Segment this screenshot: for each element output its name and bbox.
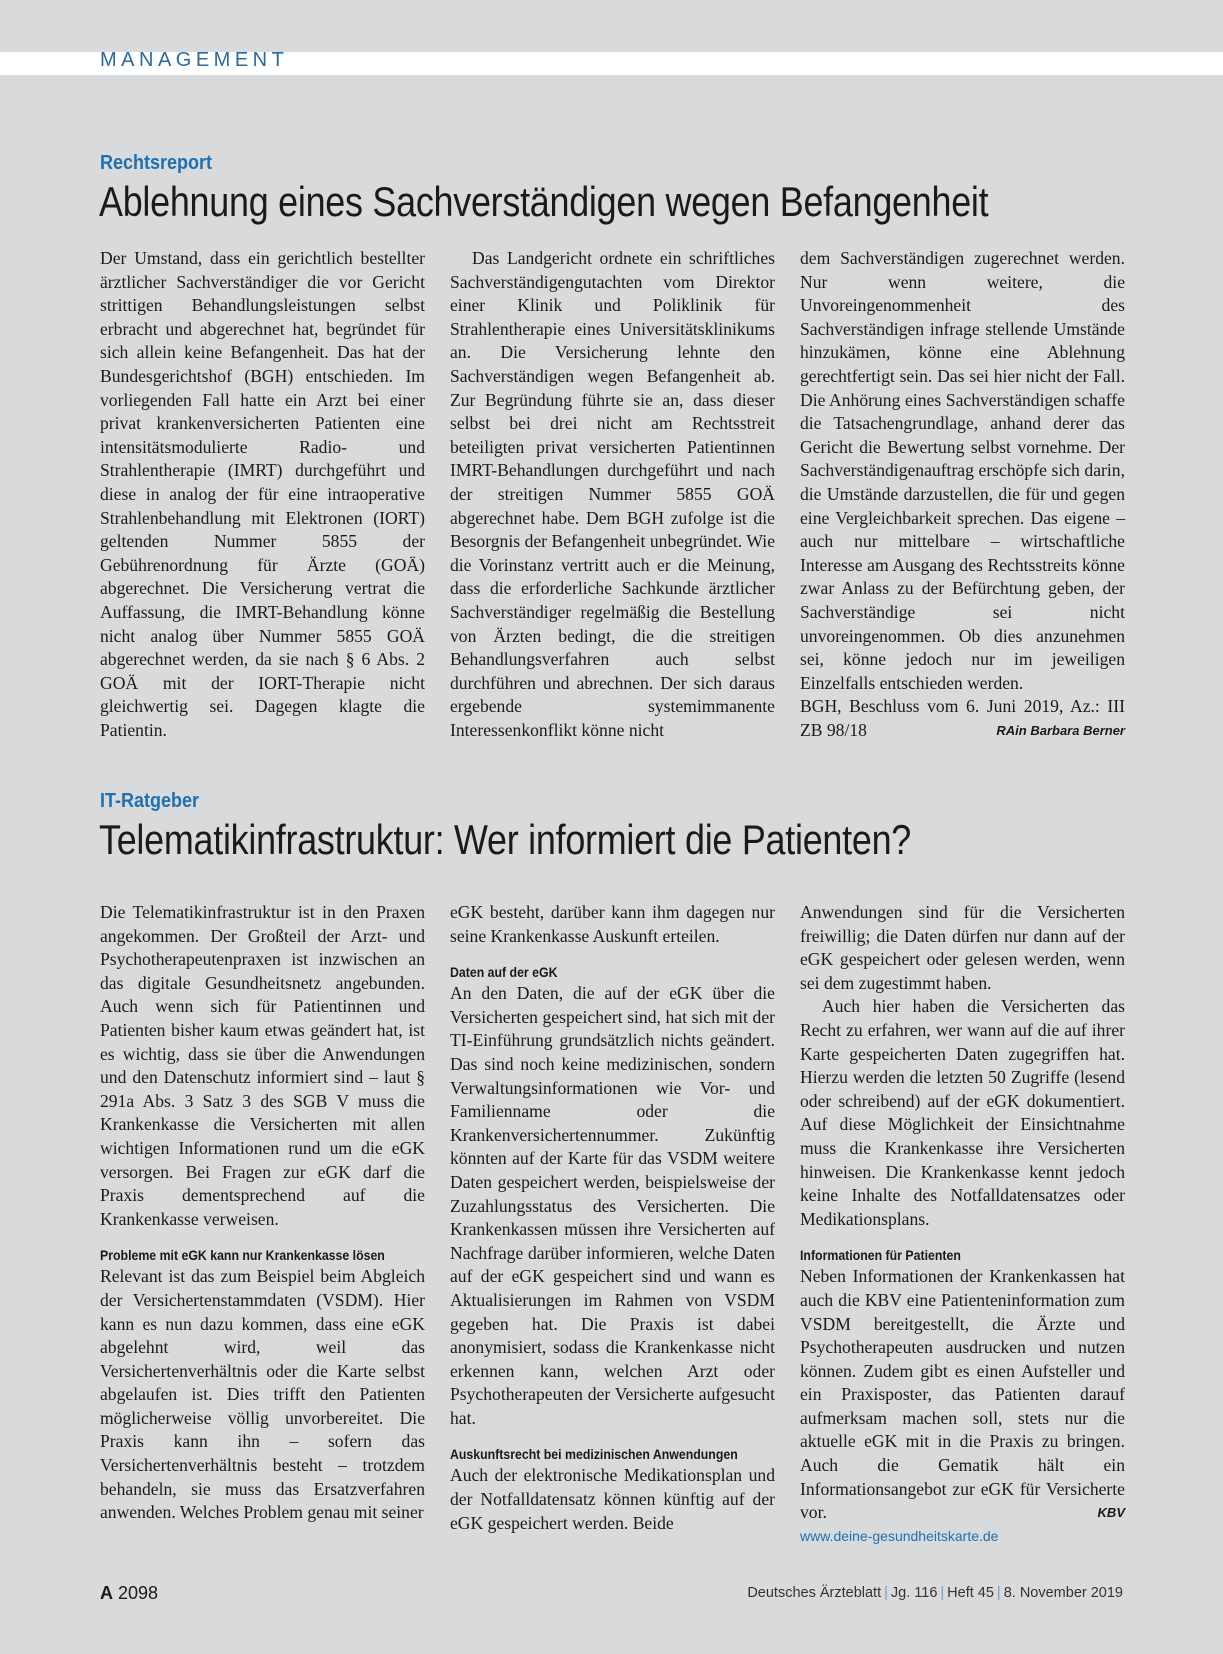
article2-paragraph: Die Telematikinfrastruktur ist in den Praxen angekommen. Der Großteil der Arzt- und Psychotherapeutenpraxen ist inzwischen an das digitale Gesundheitsnetz angebunden. Auch wenn sich für Patientinnen und Patienten bisher kaum etwas geändert hat, ist es wichtig, dass sie über die Anwendungen und den Datenschutz informiert sind – laut § 291a Abs. 3 Satz 3 des SGB V muss die Krankenkasse die Versicherten mit allen wichtigen Informationen rund um die eGK versorgen. Bei Fragen zur eGK darf die Praxis dementsprechend auf die Krankenkasse verweisen.: [100, 902, 425, 1229]
article2-paragraph-last: [800, 1265, 1125, 1525]
article2-paragraph: Auch hier haben die Versicherten das Recht zu erfahren, wer wann auf die auf ihrer Karte gespeicherten Daten zugegriffen hat. Hierzu werden die letzten 50 Zugriffe (lesend oder schreibend) auf der eGK dokumentiert. Auf diese Möglichkeit der Einsichtnahme muss die Krankenkasse ihre Versicherten hinweisen. Die Krankenkasse kennt jedoch keine Inhalte des Notfalldatensatzes oder Medikationsplans.: [800, 996, 1125, 1229]
article2-column-1: [100, 901, 425, 1525]
article2-kicker: IT-Ratgeber: [100, 790, 200, 812]
article2-subheading: Auskunftsrecht bei medizinischen Anwendungen: [450, 1446, 738, 1463]
article2-paragraph: Neben Informationen der Krankenkassen hat auch die KBV eine Patienteninformation zum VSDM bereitgestellt, die Ärzte und Psychotherapeuten ausdrucken und nutzen können. Zudem gibt es einen Aufsteller und ein Praxisposter, das Patienten darauf aufmerksam machen soll, stets nur die aktuelle eGK mit in die Praxis zu bringen. Auch die Gematik hält ein Informationsangebot zur eGK für Versicherte vor.: [800, 1266, 1125, 1523]
article2-paragraph: eGK besteht, darüber kann ihm dagegen nur seine Krankenkasse Auskunft erteilen.: [450, 902, 775, 946]
footer-separator: |: [884, 1585, 888, 1601]
top-margin: [0, 0, 1223, 52]
page-number-value: 2098: [118, 1583, 159, 1603]
journal-date: 8. November 2019: [1003, 1585, 1123, 1601]
article1-citation: BGH, Beschluss vom 6. Juni 2019, Az.: III ZB 98/18: [800, 696, 1125, 740]
section-label: MANAGEMENT: [100, 49, 289, 71]
article2-paragraph: Auch der elektronische Medikationsplan und der Notfalldatensatz können künftig auf der eGK gespeichert werden. Beide: [450, 1465, 775, 1533]
article2-column-2: [450, 901, 775, 1535]
article1-author: RAin Barbara Berner: [996, 722, 1125, 738]
page-prefix: A: [100, 1583, 113, 1603]
journal-volume: Jg. 116: [890, 1585, 938, 1601]
article2-link[interactable]: www.deine-gesundheitskarte.de: [800, 1527, 999, 1544]
article2-column-3: [800, 901, 1125, 1547]
article1-column-1: [100, 247, 425, 742]
footer-journal-info: [747, 1585, 1123, 1601]
page-number: [100, 1583, 158, 1604]
article2-title: Telematikinfrastruktur: Wer informiert die Patienten?: [99, 816, 912, 863]
article2-paragraph: An den Daten, die auf der eGK über die Versicherten gespeichert sind, hat sich mit der TI-Einführung grundsätzlich nichts geändert. Das sind noch keine medizinischen, sondern Verwaltungsinformationen wie Vor- und Familienname oder die Krankenversichertennummer. Zukünftig könnten auf der Karte für das VSDM weitere Daten gespeichert werden, beispielsweise der Zuzahlungsstatus des Versicherten. Die Krankenkassen müssen ihre Versicherten auf Nachfrage darüber informieren, welche Daten auf der eGK gespeichert sind und wann es Aktualisierungen im Rahmen von VSDM gegeben hat. Die Praxis ist dabei anonymisiert, sodass die Krankenkasse nicht erkennen kann, welchen Arzt oder Psychotherapeuten der Versicherte aufgesucht hat.: [450, 983, 775, 1428]
article2-paragraph: Anwendungen sind für die Versicherten freiwillig; die Daten dürfen nur dann auf der eGK gespeichert oder gelesen werden, wenn sei dem zugestimmt haben.: [800, 902, 1125, 993]
article2-subheading: Probleme mit eGK kann nur Krankenkasse lösen: [100, 1247, 385, 1264]
article1-paragraph: Der Umstand, dass ein gerichtlich bestellter ärztlicher Sachverständiger die vor Gericht strittigen Behandlungsleistungen selbst erbracht und abgerechnet hat, begründet für sich allein keine Befangenheit. Das hat der Bundesgerichtshof (BGH) entschieden. Im vorliegenden Fall hatte ein Arzt bei einer privat krankenversicherten Patienten eine intensitätsmodulierte Radio- und Strahlentherapie (IMRT) durchgeführt und diese in analog der für eine intraoperative Strahlenbehandlung mit Elektronen (IORT) geltenden Nummer 5855 der Gebührenordnung für Ärzte (GOÄ) abgerechnet. Die Versicherung vertrat die Auffassung, die IMRT-Behandlung könne nicht analog über Nummer 5855 GOÄ abgerechnet werden, da sie nach § 6 Abs. 2 GOÄ mit der IORT-Therapie nicht gleichwertig sei. Dagegen klagte die Patientin.: [100, 248, 425, 740]
journal-issue: Heft 45: [947, 1585, 994, 1601]
article1-citation-line: [800, 695, 1125, 742]
article2-author: KBV: [1097, 1505, 1125, 1521]
article1-column-3: [800, 247, 1125, 742]
article1-title: Ablehnung eines Sachverständigen wegen Befangenheit: [99, 178, 989, 225]
footer-separator: |: [996, 1585, 1001, 1601]
article1-kicker: Rechtsreport: [100, 152, 213, 174]
article2-subheading: Daten auf der eGK: [450, 964, 558, 981]
article2-subheading: Informationen für Patienten: [800, 1247, 961, 1264]
journal-name: Deutsches Ärzteblatt: [747, 1585, 882, 1601]
article1-paragraph: dem Sachverständigen zugerechnet werden. Nur wenn weitere, die Unvoreingenommenheit des Sachverständigen infrage stellende Umstände hinzukämen, könne eine Ablehnung gerechtfertigt sein. Das sei hier nicht der Fall. Die Anhörung eines Sachverständigen schaffe die Tatsachengrundlage, anhand derer das Gericht die Bewertung selbst vornehme. Der Sachverständigenauftrag erschöpfe sich darin, die Umstände darzustellen, die für und gegen eine Vergleichbarkeit sprechen. Das eigene – auch nur mittelbare – wirtschaftliche Interesse am Ausgang des Rechtsstreits könne zwar Anlass zu der Befürchtung geben, der Sachverständige sei nicht unvoreingenommen. Ob dies anzunehmen sei, könne jedoch nur im jeweiligen Einzelfalls entschieden werden.: [800, 248, 1125, 693]
article2-paragraph: Relevant ist das zum Beispiel beim Abgleich der Versichertenstammdaten (VSDM). Hier kann es nun dazu kommen, dass eine eGK abgelehnt wird, weil das Versichertenverhältnis oder die Karte selbst abgelaufen ist. Dies trifft den Patienten möglicherweise völlig unvorbereitet. Die Praxis kann ihn – sofern das Versichertenverhältnis besteht – trotzdem behandeln, sie muss das Ersatzverfahren anwenden. Welches Problem genau mit seiner: [100, 1266, 425, 1523]
footer-separator: |: [940, 1585, 945, 1601]
article1-column-2: [450, 247, 775, 742]
article1-paragraph: Das Landgericht ordnete ein schriftliches Sachverständigengutachten vom Direktor einer Klinik und Poliklinik für Strahlentherapie eines Universitätsklinikums an. Die Versicherung lehnte den Sachverständigen wegen Befangenheit ab. Zur Begründung führte sie an, dass dieser selbst bei drei nicht am Rechtsstreit beteiligten privat versicherten Patientinnen IMRT-Behandlungen durchgeführt und nach der streitigen Nummer 5855 GOÄ abgerechnet habe. Dem BGH zufolge ist die Besorgnis der Befangenheit unbegründet. Wie die Vorinstanz vertritt auch er die Meinung, dass die erforderliche Sachkunde ärztlicher Sachverständiger regelmäßig die Bestellung von Ärzten bedingt, die die streitigen Behandlungsverfahren auch selbst durchführen und abrechnen. Der sich daraus ergebende systemimmanente Interessenkonflikt könne nicht: [450, 248, 775, 740]
